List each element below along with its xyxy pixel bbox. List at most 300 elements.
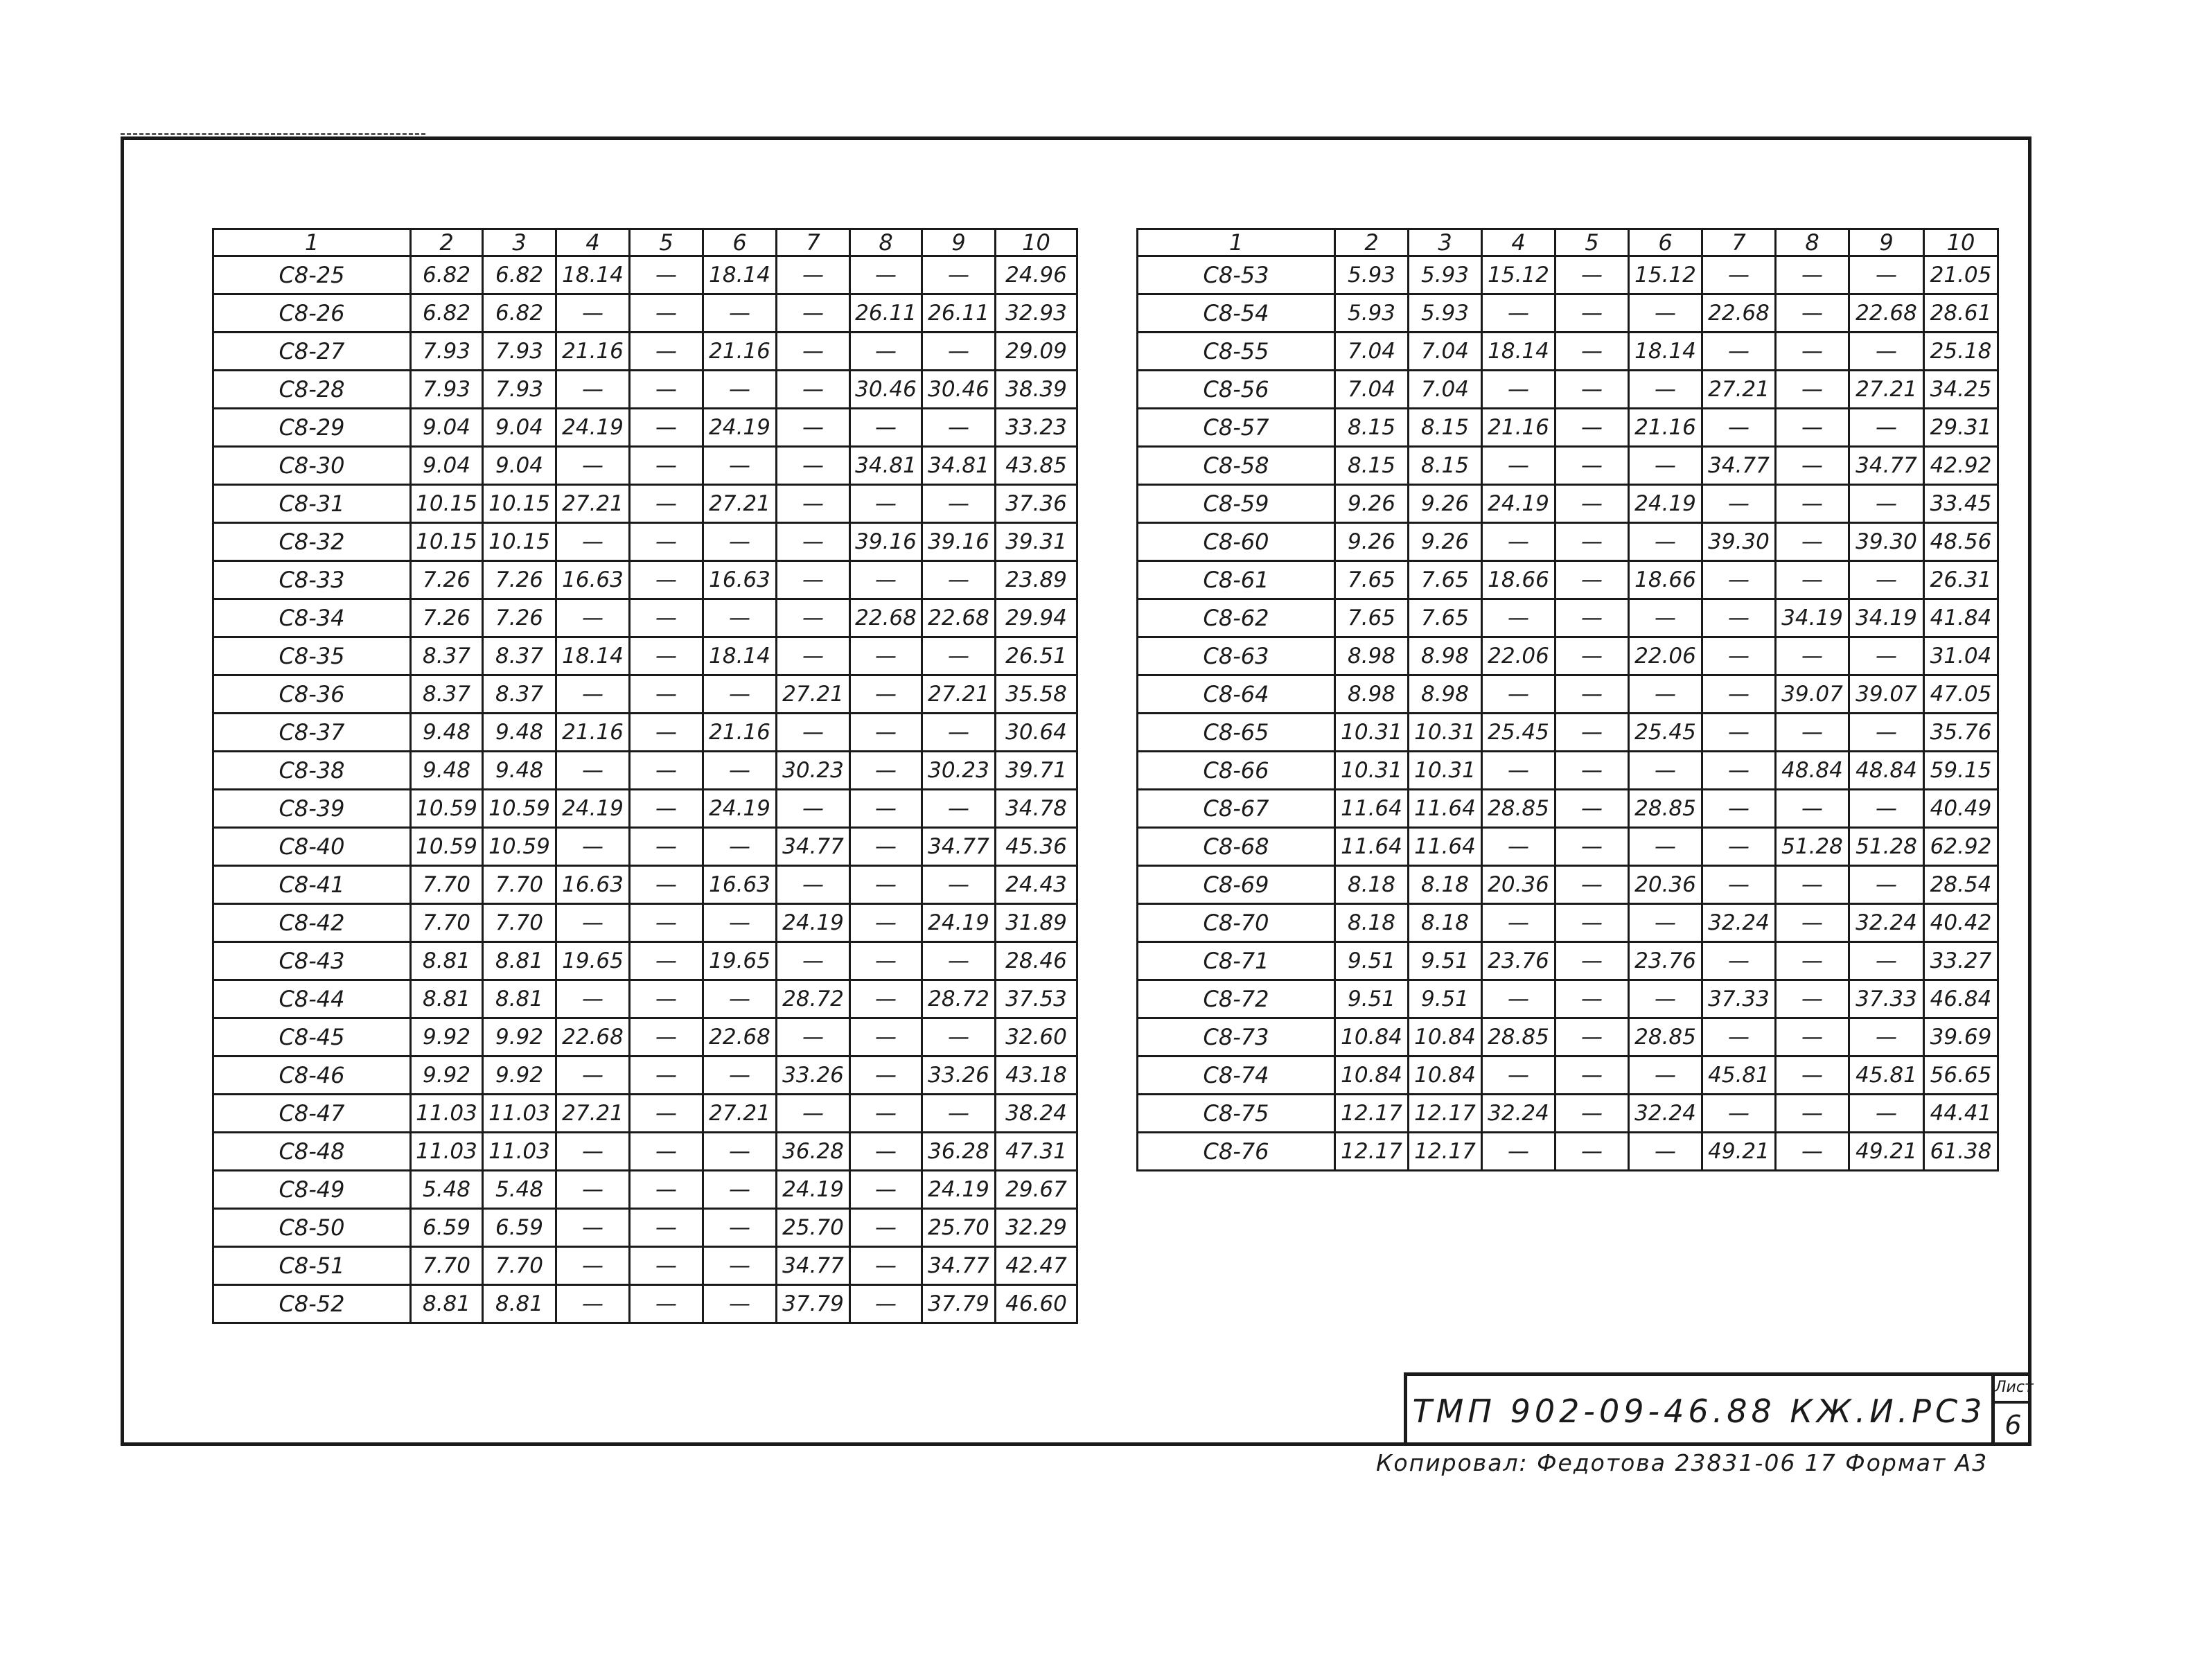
value-cell: 48.84 <box>1776 752 1849 790</box>
value-cell: — <box>1702 256 1776 294</box>
table-row <box>213 637 1077 675</box>
value-cell: 51.28 <box>1776 828 1849 866</box>
column-header: 10 <box>1924 229 1998 256</box>
value-cell: — <box>922 790 996 828</box>
value-cell: — <box>922 333 996 371</box>
value-cell: 22.68 <box>1849 294 1924 333</box>
value-cell: 28.85 <box>1629 790 1702 828</box>
value-cell: 24.19 <box>703 409 777 447</box>
value-cell: 45.81 <box>1849 1056 1924 1095</box>
value-cell: 9.48 <box>411 714 483 752</box>
value-cell: — <box>556 1285 630 1323</box>
value-cell: 39.30 <box>1849 523 1924 561</box>
column-header: 4 <box>556 229 630 256</box>
value-cell: 27.21 <box>1702 371 1776 409</box>
value-cell: 7.65 <box>1335 561 1409 599</box>
value-cell: — <box>556 675 630 714</box>
value-cell: 7.65 <box>1409 561 1482 599</box>
value-cell: 10.84 <box>1335 1056 1409 1095</box>
value-cell: 34.81 <box>922 447 996 485</box>
document-code: ТМП 902-09-46.88 КЖ.И.РС3 <box>1404 1372 1991 1446</box>
table-row <box>213 256 1077 294</box>
column-header: 5 <box>630 229 703 256</box>
value-cell: 10.59 <box>483 828 556 866</box>
value-cell: 46.84 <box>1924 980 1998 1018</box>
value-cell: 7.26 <box>411 599 483 637</box>
value-cell: — <box>1482 752 1555 790</box>
column-header: 5 <box>1555 229 1629 256</box>
value-cell: 24.19 <box>922 904 996 942</box>
value-cell: — <box>1702 714 1776 752</box>
value-cell: 9.92 <box>483 1018 556 1056</box>
value-cell: 37.36 <box>996 485 1077 523</box>
value-cell: 9.48 <box>483 752 556 790</box>
value-cell: 8.18 <box>1409 866 1482 904</box>
value-cell: 6.82 <box>411 294 483 333</box>
table-row <box>1138 1056 1998 1095</box>
value-cell: 21.16 <box>703 333 777 371</box>
value-cell: 7.93 <box>411 371 483 409</box>
value-cell: — <box>630 942 703 980</box>
value-cell: — <box>922 561 996 599</box>
column-header: 10 <box>996 229 1077 256</box>
value-cell: 11.03 <box>411 1095 483 1133</box>
element-mark-cell: С8-45 <box>213 1018 411 1056</box>
value-cell: — <box>1482 828 1555 866</box>
value-cell: — <box>850 714 922 752</box>
table-row <box>1138 637 1998 675</box>
value-cell: — <box>703 447 777 485</box>
value-cell: 37.79 <box>922 1285 996 1323</box>
value-cell: 27.21 <box>703 485 777 523</box>
value-cell: 11.03 <box>411 1133 483 1171</box>
value-cell: 7.93 <box>483 333 556 371</box>
value-cell: 32.60 <box>996 1018 1077 1056</box>
value-cell: — <box>703 1171 777 1209</box>
table-row <box>213 523 1077 561</box>
element-mark-cell: С8-61 <box>1138 561 1335 599</box>
value-cell: — <box>1555 828 1629 866</box>
value-cell: — <box>850 409 922 447</box>
value-cell: — <box>850 1209 922 1247</box>
value-cell: 26.31 <box>1924 561 1998 599</box>
value-cell: 24.19 <box>777 1171 850 1209</box>
value-cell: 10.59 <box>411 828 483 866</box>
value-cell: — <box>1702 1095 1776 1133</box>
table-row <box>1138 294 1998 333</box>
value-cell: 8.81 <box>411 1285 483 1323</box>
value-cell: — <box>1702 752 1776 790</box>
value-cell: 34.77 <box>777 828 850 866</box>
value-cell: — <box>1776 980 1849 1018</box>
value-cell: 29.94 <box>996 599 1077 637</box>
value-cell: — <box>1702 866 1776 904</box>
value-cell: 46.60 <box>996 1285 1077 1323</box>
table-row <box>213 1133 1077 1171</box>
value-cell: 35.58 <box>996 675 1077 714</box>
value-cell: — <box>630 1285 703 1323</box>
value-cell: 11.64 <box>1335 790 1409 828</box>
value-cell: 34.77 <box>922 828 996 866</box>
value-cell: — <box>556 523 630 561</box>
value-cell: — <box>777 561 850 599</box>
value-cell: — <box>1555 599 1629 637</box>
table-row <box>1138 980 1998 1018</box>
value-cell: 7.70 <box>483 904 556 942</box>
value-cell: 32.24 <box>1849 904 1924 942</box>
value-cell: — <box>777 333 850 371</box>
element-mark-cell: С8-51 <box>213 1247 411 1285</box>
value-cell: — <box>922 942 996 980</box>
element-mark-cell: С8-63 <box>1138 637 1335 675</box>
value-cell: 7.70 <box>411 1247 483 1285</box>
element-mark-cell: С8-32 <box>213 523 411 561</box>
value-cell: 11.64 <box>1409 828 1482 866</box>
value-cell: — <box>1555 409 1629 447</box>
value-cell: — <box>1555 752 1629 790</box>
value-cell: — <box>703 752 777 790</box>
value-cell: 7.04 <box>1335 333 1409 371</box>
table-row <box>1138 1133 1998 1171</box>
value-cell: — <box>922 637 996 675</box>
value-cell: 23.76 <box>1482 942 1555 980</box>
value-cell: — <box>1776 447 1849 485</box>
value-cell: — <box>922 409 996 447</box>
value-cell: — <box>777 1095 850 1133</box>
table-row <box>213 1171 1077 1209</box>
value-cell: 10.84 <box>1335 1018 1409 1056</box>
table-row <box>213 333 1077 371</box>
value-cell: 26.51 <box>996 637 1077 675</box>
value-cell: — <box>1702 942 1776 980</box>
value-cell: 45.81 <box>1702 1056 1776 1095</box>
value-cell: 9.04 <box>411 447 483 485</box>
element-mark-cell: С8-62 <box>1138 599 1335 637</box>
element-mark-cell: С8-65 <box>1138 714 1335 752</box>
value-cell: — <box>1702 1018 1776 1056</box>
value-cell: 9.26 <box>1409 485 1482 523</box>
value-cell: — <box>630 904 703 942</box>
value-cell: — <box>850 1285 922 1323</box>
value-cell: 28.72 <box>922 980 996 1018</box>
table-row <box>1138 714 1998 752</box>
value-cell: 8.15 <box>1335 447 1409 485</box>
value-cell: 30.46 <box>922 371 996 409</box>
value-cell: 7.93 <box>411 333 483 371</box>
value-cell: — <box>1776 371 1849 409</box>
value-cell: 20.36 <box>1629 866 1702 904</box>
value-cell: — <box>1629 980 1702 1018</box>
value-cell: — <box>1849 714 1924 752</box>
value-cell: 7.70 <box>483 866 556 904</box>
value-cell: 15.12 <box>1629 256 1702 294</box>
value-cell: — <box>777 599 850 637</box>
value-cell: 8.37 <box>483 637 556 675</box>
column-header: 9 <box>922 229 996 256</box>
value-cell: — <box>630 256 703 294</box>
value-cell: 24.19 <box>556 790 630 828</box>
value-cell: 9.26 <box>1409 523 1482 561</box>
element-mark-cell: С8-67 <box>1138 790 1335 828</box>
column-header: 6 <box>1629 229 1702 256</box>
element-mark-cell: С8-73 <box>1138 1018 1335 1056</box>
value-cell: — <box>1776 523 1849 561</box>
value-cell: — <box>1629 371 1702 409</box>
value-cell: — <box>556 371 630 409</box>
value-cell: — <box>850 1247 922 1285</box>
value-cell: — <box>703 904 777 942</box>
value-cell: — <box>777 790 850 828</box>
value-cell: — <box>850 561 922 599</box>
value-cell: 24.19 <box>777 904 850 942</box>
column-header: 8 <box>1776 229 1849 256</box>
value-cell: 8.81 <box>483 1285 556 1323</box>
value-cell: — <box>922 1018 996 1056</box>
value-cell: 18.14 <box>556 637 630 675</box>
value-cell: 38.39 <box>996 371 1077 409</box>
value-cell: — <box>630 1133 703 1171</box>
value-cell: 47.31 <box>996 1133 1077 1171</box>
value-cell: — <box>630 1247 703 1285</box>
element-mark-cell: С8-41 <box>213 866 411 904</box>
table-row <box>213 485 1077 523</box>
sheet-label: Лист <box>1995 1376 2031 1404</box>
element-mark-cell: С8-56 <box>1138 371 1335 409</box>
value-cell: 34.77 <box>1849 447 1924 485</box>
table-row <box>213 675 1077 714</box>
column-header: 7 <box>777 229 850 256</box>
column-header: 4 <box>1482 229 1555 256</box>
value-cell: 25.70 <box>922 1209 996 1247</box>
element-mark-cell: С8-59 <box>1138 485 1335 523</box>
value-cell: 26.11 <box>850 294 922 333</box>
value-cell: — <box>1702 637 1776 675</box>
element-mark-cell: С8-29 <box>213 409 411 447</box>
table-row <box>213 371 1077 409</box>
value-cell: 15.12 <box>1482 256 1555 294</box>
value-cell: 9.51 <box>1335 980 1409 1018</box>
value-cell: — <box>1776 485 1849 523</box>
value-cell: — <box>630 485 703 523</box>
value-cell: — <box>1849 866 1924 904</box>
value-cell: 34.19 <box>1849 599 1924 637</box>
value-cell: 22.68 <box>850 599 922 637</box>
value-cell: — <box>850 752 922 790</box>
value-cell: 32.93 <box>996 294 1077 333</box>
value-cell: 44.41 <box>1924 1095 1998 1133</box>
value-cell: 9.51 <box>1409 942 1482 980</box>
value-cell: — <box>850 1056 922 1095</box>
element-mark-cell: С8-69 <box>1138 866 1335 904</box>
value-cell: — <box>1776 942 1849 980</box>
value-cell: 25.70 <box>777 1209 850 1247</box>
value-cell: — <box>850 1095 922 1133</box>
value-cell: — <box>1702 485 1776 523</box>
value-cell: 7.04 <box>1409 371 1482 409</box>
element-mark-cell: С8-60 <box>1138 523 1335 561</box>
value-cell: 9.48 <box>483 714 556 752</box>
column-header: 6 <box>703 229 777 256</box>
value-cell: 41.84 <box>1924 599 1998 637</box>
value-cell: 8.81 <box>411 980 483 1018</box>
value-cell: 42.47 <box>996 1247 1077 1285</box>
value-cell: 9.26 <box>1335 485 1409 523</box>
value-cell: — <box>1555 371 1629 409</box>
value-cell: — <box>850 256 922 294</box>
value-cell: — <box>630 1056 703 1095</box>
value-cell: — <box>922 256 996 294</box>
element-mark-cell: С8-52 <box>213 1285 411 1323</box>
value-cell: 11.64 <box>1409 790 1482 828</box>
value-cell: — <box>777 256 850 294</box>
value-cell: 59.15 <box>1924 752 1998 790</box>
value-cell: — <box>1555 866 1629 904</box>
value-cell: 16.63 <box>556 866 630 904</box>
value-cell: 39.69 <box>1924 1018 1998 1056</box>
value-cell: 5.93 <box>1409 294 1482 333</box>
element-mark-cell: С8-75 <box>1138 1095 1335 1133</box>
value-cell: 28.85 <box>1629 1018 1702 1056</box>
value-cell: — <box>1629 294 1702 333</box>
value-cell: 7.26 <box>483 599 556 637</box>
value-cell: 34.81 <box>850 447 922 485</box>
value-cell: — <box>777 485 850 523</box>
value-cell: 39.16 <box>922 523 996 561</box>
value-cell: — <box>556 1171 630 1209</box>
table-header-row <box>1138 229 1998 256</box>
value-cell: 24.19 <box>922 1171 996 1209</box>
value-cell: 8.15 <box>1409 447 1482 485</box>
value-cell: — <box>556 599 630 637</box>
table-row <box>213 790 1077 828</box>
value-cell: — <box>777 1018 850 1056</box>
value-cell: 30.23 <box>777 752 850 790</box>
value-cell: — <box>777 523 850 561</box>
spec-table-right <box>1136 228 1999 1171</box>
value-cell: 18.14 <box>1629 333 1702 371</box>
value-cell: — <box>1555 790 1629 828</box>
value-cell: 10.59 <box>411 790 483 828</box>
value-cell: 9.92 <box>411 1056 483 1095</box>
value-cell: — <box>1482 294 1555 333</box>
value-cell: — <box>1629 675 1702 714</box>
value-cell: 6.82 <box>411 256 483 294</box>
value-cell: 24.19 <box>1629 485 1702 523</box>
value-cell: — <box>777 714 850 752</box>
value-cell: 33.26 <box>777 1056 850 1095</box>
value-cell: 23.76 <box>1629 942 1702 980</box>
value-cell: — <box>1629 904 1702 942</box>
value-cell: — <box>630 561 703 599</box>
element-mark-cell: С8-54 <box>1138 294 1335 333</box>
value-cell: — <box>1555 637 1629 675</box>
value-cell: — <box>703 1133 777 1171</box>
value-cell: — <box>850 790 922 828</box>
value-cell: — <box>850 828 922 866</box>
value-cell: 56.65 <box>1924 1056 1998 1095</box>
table-row <box>213 866 1077 904</box>
value-cell: — <box>1702 599 1776 637</box>
value-cell: — <box>1482 904 1555 942</box>
value-cell: — <box>1555 256 1629 294</box>
value-cell: — <box>703 294 777 333</box>
value-cell: 12.17 <box>1335 1133 1409 1171</box>
spec-table-right-body <box>1138 229 1998 1171</box>
value-cell: 9.92 <box>483 1056 556 1095</box>
value-cell: 10.31 <box>1335 714 1409 752</box>
value-cell: — <box>922 866 996 904</box>
table-row <box>1138 1018 1998 1056</box>
value-cell: — <box>1482 1056 1555 1095</box>
value-cell: 24.19 <box>1482 485 1555 523</box>
value-cell: — <box>556 1247 630 1285</box>
table-row <box>1138 752 1998 790</box>
value-cell: 5.93 <box>1335 294 1409 333</box>
value-cell: — <box>1629 599 1702 637</box>
element-mark-cell: С8-48 <box>213 1133 411 1171</box>
value-cell: 28.85 <box>1482 790 1555 828</box>
value-cell: — <box>1849 1095 1924 1133</box>
value-cell: 39.16 <box>850 523 922 561</box>
value-cell: 39.31 <box>996 523 1077 561</box>
value-cell: 8.37 <box>483 675 556 714</box>
value-cell: — <box>630 980 703 1018</box>
value-cell: — <box>703 1247 777 1285</box>
value-cell: 5.93 <box>1335 256 1409 294</box>
table-row <box>1138 561 1998 599</box>
value-cell: 7.70 <box>483 1247 556 1285</box>
value-cell: 28.61 <box>1924 294 1998 333</box>
value-cell: 31.89 <box>996 904 1077 942</box>
table-row <box>213 942 1077 980</box>
value-cell: 39.30 <box>1702 523 1776 561</box>
value-cell: — <box>630 294 703 333</box>
column-header: 1 <box>1138 229 1335 256</box>
value-cell: — <box>1629 523 1702 561</box>
element-mark-cell: С8-71 <box>1138 942 1335 980</box>
value-cell: 12.17 <box>1409 1095 1482 1133</box>
value-cell: — <box>630 752 703 790</box>
value-cell: — <box>630 523 703 561</box>
value-cell: 10.15 <box>411 523 483 561</box>
element-mark-cell: С8-66 <box>1138 752 1335 790</box>
value-cell: 8.37 <box>411 637 483 675</box>
value-cell: 33.23 <box>996 409 1077 447</box>
value-cell: 28.72 <box>777 980 850 1018</box>
table-row <box>213 294 1077 333</box>
table-row <box>213 447 1077 485</box>
value-cell: — <box>1776 294 1849 333</box>
value-cell: 43.18 <box>996 1056 1077 1095</box>
value-cell: — <box>630 1171 703 1209</box>
copy-stamp-footer: Копировал: Федотова 23831-06 17 Формат А3 <box>1376 1449 1989 1476</box>
value-cell: — <box>1702 675 1776 714</box>
value-cell: 27.21 <box>556 1095 630 1133</box>
value-cell: — <box>1555 904 1629 942</box>
table-row <box>213 714 1077 752</box>
value-cell: 27.21 <box>556 485 630 523</box>
value-cell: 18.14 <box>1482 333 1555 371</box>
value-cell: 23.89 <box>996 561 1077 599</box>
value-cell: — <box>630 371 703 409</box>
element-mark-cell: С8-68 <box>1138 828 1335 866</box>
table-row <box>213 1285 1077 1323</box>
value-cell: 18.66 <box>1482 561 1555 599</box>
element-mark-cell: С8-39 <box>213 790 411 828</box>
value-cell: — <box>1849 485 1924 523</box>
column-header: 7 <box>1702 229 1776 256</box>
table-row <box>1138 256 1998 294</box>
